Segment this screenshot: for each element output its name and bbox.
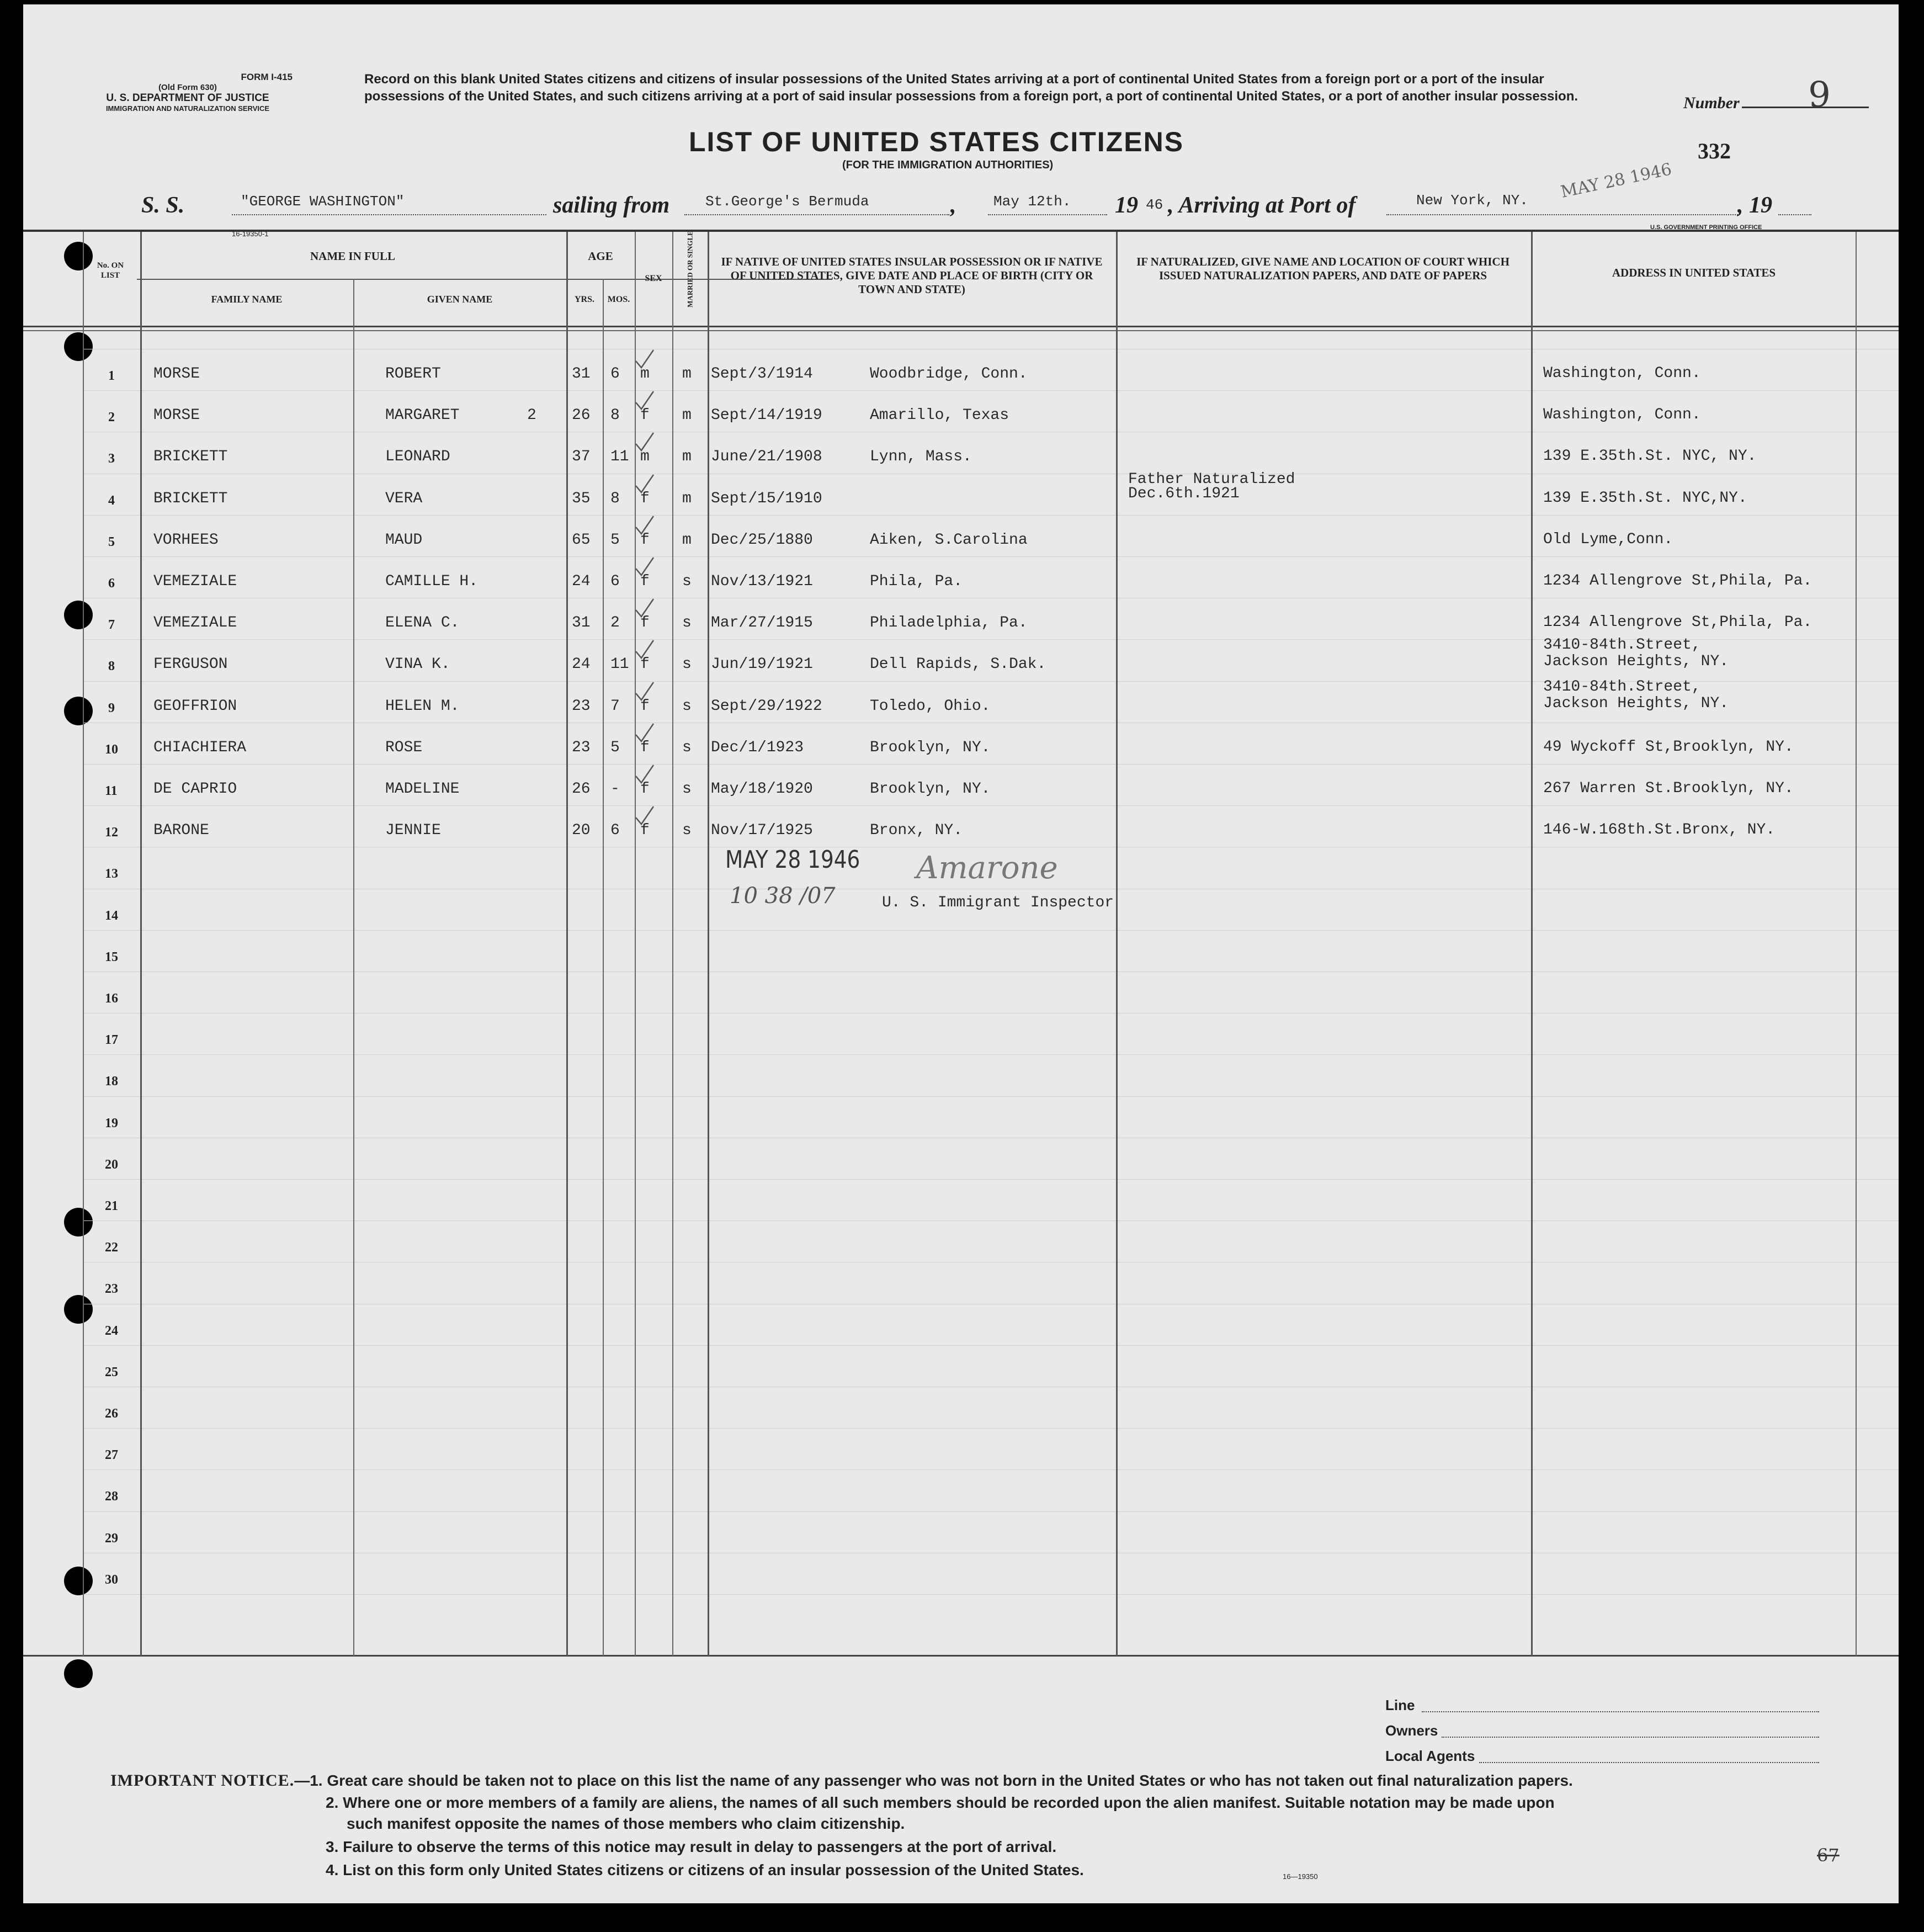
check-mark — [634, 764, 656, 786]
row-number: 26 — [105, 1406, 118, 1421]
year-suffix: 46 — [1146, 197, 1163, 213]
family-name-cell: MORSE — [153, 407, 200, 424]
notice-2: 2. Where one or more members of a family are aliens, the names of all such members should be recorded upon the alien manifest. Suitable notation may be made upon — [326, 1794, 1555, 1811]
sex-cell: f — [640, 490, 650, 507]
ss-label: S. S. — [141, 193, 185, 218]
column-divider — [1856, 232, 1857, 1656]
address-cell: Washington, Conn. — [1543, 365, 1701, 382]
binder-hole — [64, 697, 93, 725]
inspector-label: U. S. Immigrant Inspector — [882, 894, 1114, 911]
form-number: FORM I-415 — [241, 72, 293, 82]
birth-date-cell: Mar/27/1915 — [711, 614, 813, 631]
comma-1: , — [950, 193, 956, 218]
address-cell: 1234 Allengrove St,Phila, Pa. — [1543, 572, 1813, 590]
ruled-line — [83, 764, 1899, 765]
sex-cell: f — [640, 822, 650, 839]
age-years-cell: 26 — [572, 781, 591, 798]
row-number: 22 — [105, 1240, 118, 1255]
marital-cell: s — [682, 573, 692, 590]
col-birth: IF NATIVE OF UNITED STATES INSULAR POSSESSION OR IF NATIVE OF UNITED STATES, GIVE DATE AND PLACE OF BIRTH (CITY OR TOWN AND STATE) — [721, 255, 1103, 296]
record-instructions: Record on this blank United States citizens and citizens of insular possessions of the United States arriving at a port of continental United States from a foreign port or a port of the insular possessions of the United States, and such citizens arriving at a port of said insular possessions from a foreign port, a port of continental United States, or a port of another insular possession. — [364, 72, 1578, 104]
col-mos: MOS. — [607, 295, 630, 304]
col-naturalized: IF NATURALIZED, GIVE NAME AND LOCATION OF COURT WHICH ISSUED NATURALIZATION PAPERS, AND DATE OF PAPERS — [1136, 255, 1510, 282]
row-number: 27 — [105, 1448, 118, 1462]
port-from-line — [684, 214, 949, 215]
given-name-cell: VERA — [385, 490, 423, 507]
age-months-cell: 5 — [610, 739, 620, 756]
row-number: 13 — [105, 867, 118, 881]
age-years-cell: 31 — [572, 365, 591, 383]
column-divider — [83, 232, 84, 1656]
age-years-cell: 31 — [572, 614, 591, 631]
given-name-cell: LEONARD — [385, 448, 450, 465]
sex-cell: f — [640, 698, 650, 715]
year2-prefix: , 19 — [1737, 193, 1772, 218]
row-number: 11 — [105, 784, 118, 798]
binder-hole — [64, 1659, 93, 1688]
age-years-cell: 24 — [572, 656, 591, 673]
given-name-cell: ELENA C. — [385, 614, 460, 631]
row-number: 28 — [105, 1489, 118, 1504]
birth-date-cell: Dec/25/1880 — [711, 532, 813, 549]
inspector-signature: Amarone — [916, 850, 1058, 886]
page-number: 332 — [1698, 139, 1731, 163]
arrival-stamp: MAY 28 1946 — [1559, 160, 1673, 202]
marital-cell: m — [682, 490, 692, 507]
col-family-name: FAMILY NAME — [211, 294, 283, 305]
ruled-line — [83, 1511, 1899, 1512]
ruled-line — [83, 1179, 1899, 1180]
birth-date-cell: Nov/13/1921 — [711, 573, 813, 590]
ruled-line — [83, 930, 1899, 931]
date-line — [988, 214, 1107, 215]
marital-cell: m — [682, 407, 692, 424]
column-divider — [353, 279, 354, 1656]
ruled-line — [83, 1594, 1899, 1595]
year2-line — [1778, 214, 1811, 215]
address-cell: 146-W.168th.St.Bronx, NY. — [1543, 821, 1776, 838]
department-name: U. S. DEPARTMENT OF JUSTICE — [106, 92, 269, 104]
col-age: AGE — [588, 250, 613, 263]
port-to: New York, NY. — [1416, 192, 1528, 209]
given-name-cell: HELEN M. — [385, 698, 460, 715]
address-cell: 3410-84th.Street, Jackson Heights, NY. — [1543, 678, 1729, 712]
column-divider — [1116, 232, 1118, 1656]
page-subtitle: (FOR THE IMMIGRATION AUTHORITIES) — [842, 159, 1054, 171]
age-months-cell: 8 — [610, 490, 620, 507]
row-number: 24 — [105, 1324, 118, 1338]
row-number: 8 — [108, 659, 115, 673]
age-months-cell: 2 — [610, 614, 620, 631]
sex-cell: f — [640, 781, 650, 798]
notice-title-text: IMPORTANT NOTICE. — [110, 1771, 295, 1790]
sex-cell: m — [640, 365, 650, 383]
row-number: 29 — [105, 1531, 118, 1546]
col-given-name: GIVEN NAME — [427, 294, 493, 305]
table-header-rule-2 — [23, 330, 1899, 331]
age-months-cell: 6 — [610, 573, 620, 590]
family-name-cell: BARONE — [153, 822, 209, 839]
number-label: Number — [1683, 94, 1740, 112]
col-no-on-list: No. ON LIST — [97, 261, 124, 280]
notice-title — [110, 1770, 1573, 1792]
birth-place-cell: Brooklyn, NY. — [870, 781, 991, 798]
row-number: 1 — [108, 369, 115, 383]
row-number: 4 — [108, 493, 115, 508]
row-number: 25 — [105, 1365, 118, 1379]
birth-place-cell: Brooklyn, NY. — [870, 739, 991, 756]
list-number — [1683, 75, 1869, 115]
table-top-rule — [23, 230, 1899, 232]
birth-date-cell: June/21/1908 — [711, 448, 822, 465]
marital-cell: m — [682, 532, 692, 549]
ruled-line — [83, 1469, 1899, 1470]
birth-date-cell: Dec/1/1923 — [711, 739, 804, 756]
address-cell: 3410-84th.Street, Jackson Heights, NY. — [1543, 636, 1729, 670]
ruled-line — [83, 1428, 1899, 1429]
marital-cell: s — [682, 739, 692, 756]
marital-cell: m — [682, 365, 692, 383]
row-number: 17 — [105, 1033, 118, 1047]
birth-date-cell: Sept/15/1910 — [711, 490, 822, 507]
age-months-cell: 7 — [610, 698, 620, 715]
column-divider — [1531, 232, 1533, 1656]
given-name-cell: MARGARET — [385, 407, 460, 424]
row-number: 30 — [105, 1573, 118, 1587]
sex-cell: m — [640, 448, 650, 465]
check-mark — [634, 556, 656, 578]
marital-cell: s — [682, 822, 692, 839]
given-name-cell: MAUD — [385, 532, 423, 549]
row-number: 14 — [105, 909, 118, 923]
ruled-line — [83, 390, 1899, 391]
row-number: 5 — [108, 535, 115, 549]
sex-cell: f — [640, 532, 650, 549]
number-value: 9 — [1808, 75, 1831, 115]
inspection-stamp: MAY 28 1946 — [725, 846, 860, 874]
row-number: 3 — [108, 452, 115, 466]
row-number: 6 — [108, 576, 115, 591]
given-name-cell: VINA K. — [385, 656, 450, 673]
sex-cell: f — [640, 573, 650, 590]
page-title: LIST OF UNITED STATES CITIZENS — [689, 126, 1184, 157]
column-divider — [140, 232, 142, 1656]
birth-date-cell: May/18/1920 — [711, 781, 813, 798]
given-name-cell: JENNIE — [385, 822, 441, 839]
footer-form-code: 16—19350 — [1283, 1872, 1318, 1881]
corner-mark: 67 — [1817, 1845, 1840, 1866]
printing-office: U.S. GOVERNMENT PRINTING OFFICE — [1650, 224, 1762, 231]
birth-place-cell: Philadelphia, Pa. — [870, 614, 1028, 631]
given-name-cell: ROBERT — [385, 365, 441, 383]
service-name: IMMIGRATION AND NATURALIZATION SERVICE — [105, 104, 270, 113]
address-cell: 139 E.35th.St. NYC,NY. — [1543, 490, 1747, 507]
family-name-cell: MORSE — [153, 365, 200, 383]
marital-cell: s — [682, 698, 692, 715]
check-mark — [634, 474, 656, 496]
row-number: 19 — [105, 1116, 118, 1130]
address-cell: 267 Warren St.Brooklyn, NY. — [1543, 780, 1794, 797]
age-years-cell: 37 — [572, 448, 591, 465]
old-form-number: (Old Form 630) — [158, 83, 217, 92]
sex-cell: f — [640, 656, 650, 673]
birth-place-cell: Woodbridge, Conn. — [870, 365, 1028, 383]
age-years-cell: 23 — [572, 739, 591, 756]
binder-hole — [64, 1295, 93, 1324]
ruled-line — [83, 515, 1899, 516]
check-mark — [634, 805, 656, 827]
given-name-cell: CAMILLE H. — [385, 573, 479, 590]
owners-label: Owners — [1385, 1722, 1438, 1739]
age-months-cell: 6 — [610, 365, 620, 383]
check-mark — [634, 515, 656, 537]
address-cell: Washington, Conn. — [1543, 406, 1701, 423]
marital-cell: s — [682, 781, 692, 798]
age-months-cell: 11 — [610, 656, 629, 673]
age-months-cell: 8 — [610, 407, 620, 424]
check-mark — [634, 349, 656, 371]
family-name-cell: BRICKETT — [153, 448, 228, 465]
row-number: 10 — [105, 742, 118, 757]
binder-hole — [64, 1208, 93, 1236]
birth-place-cell: Dell Rapids, S.Dak. — [870, 656, 1046, 673]
check-mark — [634, 432, 656, 454]
birth-date-cell: Sept/3/1914 — [711, 365, 813, 383]
ruled-line — [83, 1054, 1899, 1055]
table-header-rule — [23, 326, 1899, 327]
row-number: 21 — [105, 1199, 118, 1213]
col-yrs: YRS. — [574, 295, 594, 304]
marital-cell: s — [682, 656, 692, 673]
age-months-cell: - — [610, 781, 620, 798]
form-id-block — [83, 72, 293, 113]
column-divider — [708, 232, 709, 1656]
table-bottom-rule — [23, 1655, 1899, 1657]
notice-4: 4. List on this form only United States citizens or citizens of an insular possession of the United States. — [326, 1861, 1084, 1878]
given-name-cell: ROSE — [385, 739, 423, 756]
birth-date-cell: Sept/29/1922 — [711, 698, 822, 715]
family-name-cell: DE CAPRIO — [153, 781, 237, 798]
age-years-cell: 35 — [572, 490, 591, 507]
port-to-line — [1386, 214, 1740, 215]
age-years-cell: 24 — [572, 573, 591, 590]
family-name-cell: VEMEZIALE — [153, 573, 237, 590]
age-years-cell: 20 — [572, 822, 591, 839]
age-years-cell: 26 — [572, 407, 591, 424]
row-number: 2 — [108, 410, 115, 424]
check-mark — [634, 598, 656, 620]
age-months-cell: 5 — [610, 532, 620, 549]
col-name-in-full: NAME IN FULL — [310, 250, 395, 263]
family-name-cell: VEMEZIALE — [153, 614, 237, 631]
agents-label: Local Agents — [1385, 1748, 1475, 1764]
line-field — [1422, 1711, 1819, 1712]
column-divider — [566, 232, 568, 1656]
row-number: 12 — [105, 825, 118, 840]
row-number: 16 — [105, 991, 118, 1006]
row-number: 15 — [105, 950, 118, 964]
notice-3: 3. Failure to observe the terms of this notice may result in delay to passengers at the port of arrival. — [326, 1838, 1057, 1855]
ruled-line — [83, 1096, 1899, 1097]
family-name-cell: CHIACHIERA — [153, 739, 247, 756]
age-months-cell: 6 — [610, 822, 620, 839]
birth-place-cell: Phila, Pa. — [870, 573, 963, 590]
arriving-label: , Arriving at Port of — [1168, 193, 1356, 218]
birth-place-cell: Bronx, NY. — [870, 822, 963, 839]
sailing-date: May 12th. — [993, 193, 1071, 210]
family-name-cell: FERGUSON — [153, 656, 228, 673]
age-months-cell: 11 — [610, 448, 629, 465]
column-divider — [603, 279, 604, 1656]
naturalized-cell: Father Naturalized Dec.6th.1921 — [1128, 471, 1295, 502]
given-name-cell: MADELINE — [385, 781, 460, 798]
ship-name: "GEORGE WASHINGTON" — [241, 193, 405, 210]
check-mark — [634, 723, 656, 745]
address-cell: Old Lyme,Conn. — [1543, 531, 1673, 548]
year-prefix: 19 — [1115, 193, 1138, 218]
family-name-cell: VORHEES — [153, 532, 219, 549]
notice-1: —1. Great care should be taken not to place on this list the name of any passenger who was not born in the United States or who has not taken out final naturalization papers. — [294, 1772, 1573, 1789]
address-cell: 49 Wyckoff St,Brooklyn, NY. — [1543, 739, 1794, 756]
number-underline — [1742, 75, 1869, 115]
port-from: St.George's Bermuda — [705, 193, 869, 210]
binder-hole — [64, 1567, 93, 1595]
birth-place-cell: Toledo, Ohio. — [870, 698, 991, 715]
row-number: 7 — [108, 618, 115, 632]
ruled-line — [83, 1220, 1899, 1221]
row-number: 20 — [105, 1158, 118, 1172]
birth-place-cell: Lynn, Mass. — [870, 448, 972, 465]
col-address: ADDRESS IN UNITED STATES — [1612, 266, 1776, 279]
birth-date-cell: Sept/14/1919 — [711, 407, 822, 424]
ruled-line — [83, 556, 1899, 557]
marital-cell: s — [682, 614, 692, 631]
sex-cell: f — [640, 407, 650, 424]
sex-cell: f — [640, 614, 650, 631]
check-mark — [634, 639, 656, 661]
binder-hole — [64, 601, 93, 629]
ruled-line — [83, 805, 1899, 806]
row-number: 23 — [105, 1282, 118, 1296]
ship-name-line — [232, 214, 546, 215]
col-sex: SEX — [645, 274, 662, 283]
row-number: 9 — [108, 701, 115, 715]
sailing-label: sailing from — [553, 193, 670, 218]
birth-date-cell: Nov/17/1925 — [711, 822, 813, 839]
address-cell: 139 E.35th.St. NYC, NY. — [1543, 448, 1757, 465]
binder-hole — [64, 332, 93, 361]
family-name-cell: GEOFFRION — [153, 698, 237, 715]
col-married-single: MARRIED OR SINGLE — [685, 231, 694, 307]
handwritten-note: 10 38 /07 — [730, 883, 836, 909]
sex-cell: f — [640, 739, 650, 756]
notice-2b: such manifest opposite the names of those members who claim citizenship. — [347, 1815, 905, 1832]
form-code-top: 16-19350-1 — [232, 230, 269, 238]
check-mark — [634, 681, 656, 703]
check-mark — [634, 390, 656, 412]
birth-place-cell: Amarillo, Texas — [870, 407, 1009, 424]
marital-cell: m — [682, 448, 692, 465]
age-years-cell: 65 — [572, 532, 591, 549]
family-name-cell: BRICKETT — [153, 490, 228, 507]
age-years-cell: 23 — [572, 698, 591, 715]
column-divider — [672, 232, 673, 1656]
owners-field — [1442, 1737, 1819, 1738]
agents-field — [1479, 1762, 1819, 1763]
birth-place-cell: Aiken, S.Carolina — [870, 532, 1028, 549]
address-cell: 1234 Allengrove St,Phila, Pa. — [1543, 614, 1813, 631]
row-number: 18 — [105, 1074, 118, 1089]
birth-date-cell: Jun/19/1921 — [711, 656, 813, 673]
line-label: Line — [1385, 1697, 1415, 1713]
given-name-note: 2 — [527, 407, 536, 424]
ruled-line — [83, 1345, 1899, 1346]
